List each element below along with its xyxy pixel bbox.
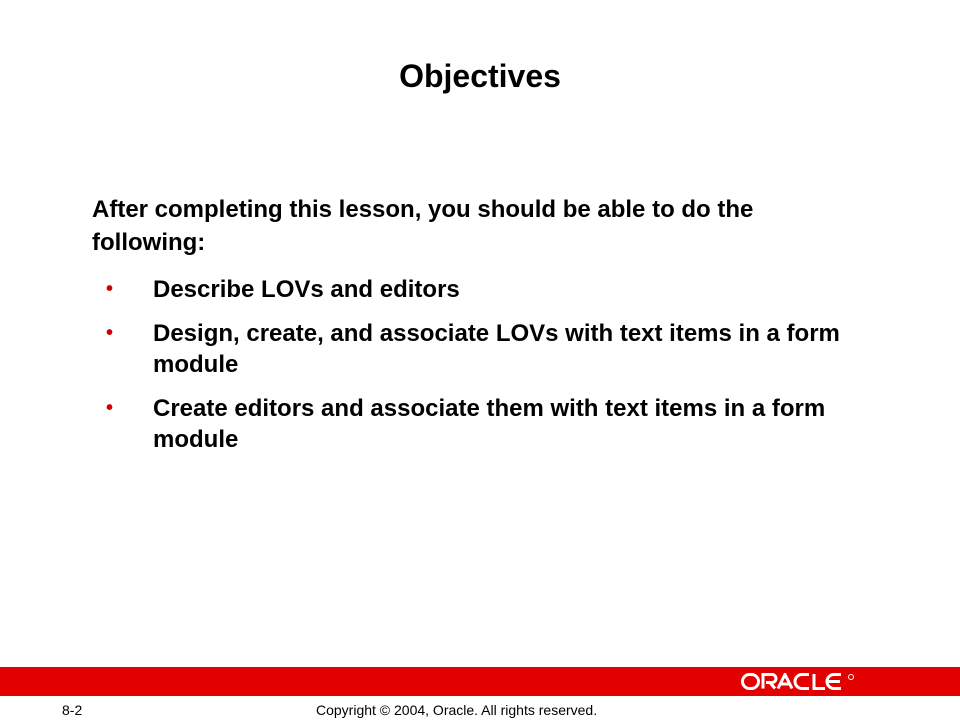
oracle-logo-svg [741,673,857,690]
bullet-list [106,274,886,468]
page-number: 8-2 [62,702,83,718]
bullet-text: Describe LOVs and editors [153,276,460,303]
bullet-icon: • [106,322,114,344]
bullet-text: Design, create, and associate LOVs with text items in a form module [153,320,840,378]
bullet-icon: • [106,278,114,300]
intro-text: After completing this lesson, you should be able to do the following: [92,196,754,256]
bullet-item [106,393,886,455]
copyright-text: Copyright © 2004, Oracle. All rights reserved. [316,702,598,718]
bullet-item [106,318,886,380]
bullet-icon: • [106,397,114,419]
oracle-logo-icon [741,673,857,690]
bullet-text: Create editors and associate them with text items in a form module [153,395,826,453]
bullet-item [106,274,886,305]
slide-title: Objectives [399,58,561,94]
